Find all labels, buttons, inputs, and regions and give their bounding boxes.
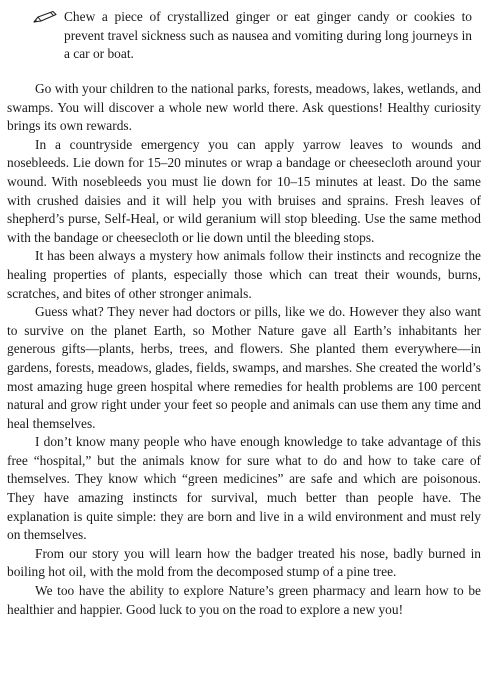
paragraph-explore-nature: Go with your children to the national parks, forests, meadows, lakes, wetlands, and swamps. You will discover a whole new world there. Ask questions! Healthy curiosity brings its own rewards. [7,81,481,134]
travel-tip [32,8,472,64]
paragraph-animal-instincts: It has been always a mystery how animals follow their instincts and recognize the healing properties of plants, especially those which can treat their wounds, burns, scratches, and bites of other stronger animals. [7,248,481,301]
paragraph-mother-nature: Guess what? They never had doctors or pills, like we do. However they also want to survive on the planet Earth, so Mother Nature gave all Earth’s inhabitants her generous gifts—plants, herbs, trees, and flowers. She planted them everywhere—in gardens, forests, meadows, glades, fields, swamps, and marshes. She created the world’s most amazing huge green hospital where remedies for health problems are 100 percent natural and grow right under your feet so people and animals can use them any time and heal themselves. [7,304,481,431]
paragraph-badger-story: From our story you will learn how the badger treated his nose, badly burned in boiling hot oil, with the mold from the decomposed stump of a pine tree. [7,545,481,580]
body-text [7,80,481,619]
pencil-icon [32,8,64,28]
paragraph-countryside-emergency: In a countryside emergency you can apply yarrow leaves to wounds and nosebleeds. Lie down for 15–20 minutes or wrap a bandage or cheesecloth around your wound. With nosebleeds you must lie down for 10–15 minutes at least. Do the same with crushed daisies and it will help you with bruises and sprains. Fresh leaves of shepherd’s purse, Self-Heal, or wild geranium will stop bleeding. Use the same method with the bandage or cheesecloth or lie down until the bleeding stops. [7,136,481,245]
paragraph-green-pharmacy: We too have the ability to explore Nature’s green pharmacy and learn how to be healthier and happier. Good luck to you on the road to explore a new you! [7,583,481,617]
paragraph-free-hospital: I don’t know many people who have enough knowledge to take advantage of this free “hospital,” but the animals know for sure what to do and how to take care of themselves. They know which “green medicines” are safe and which are poisonous. They have amazing instincts for survival, much better than people have. The explanation is quite simple: they are born and live in a wild environment and must rely on themselves. [7,434,481,543]
tip-text: Chew a piece of crystallized ginger or eat ginger candy or cookies to prevent travel sickness such as nausea and vomiting during long journeys in a car or boat. [64,9,472,62]
